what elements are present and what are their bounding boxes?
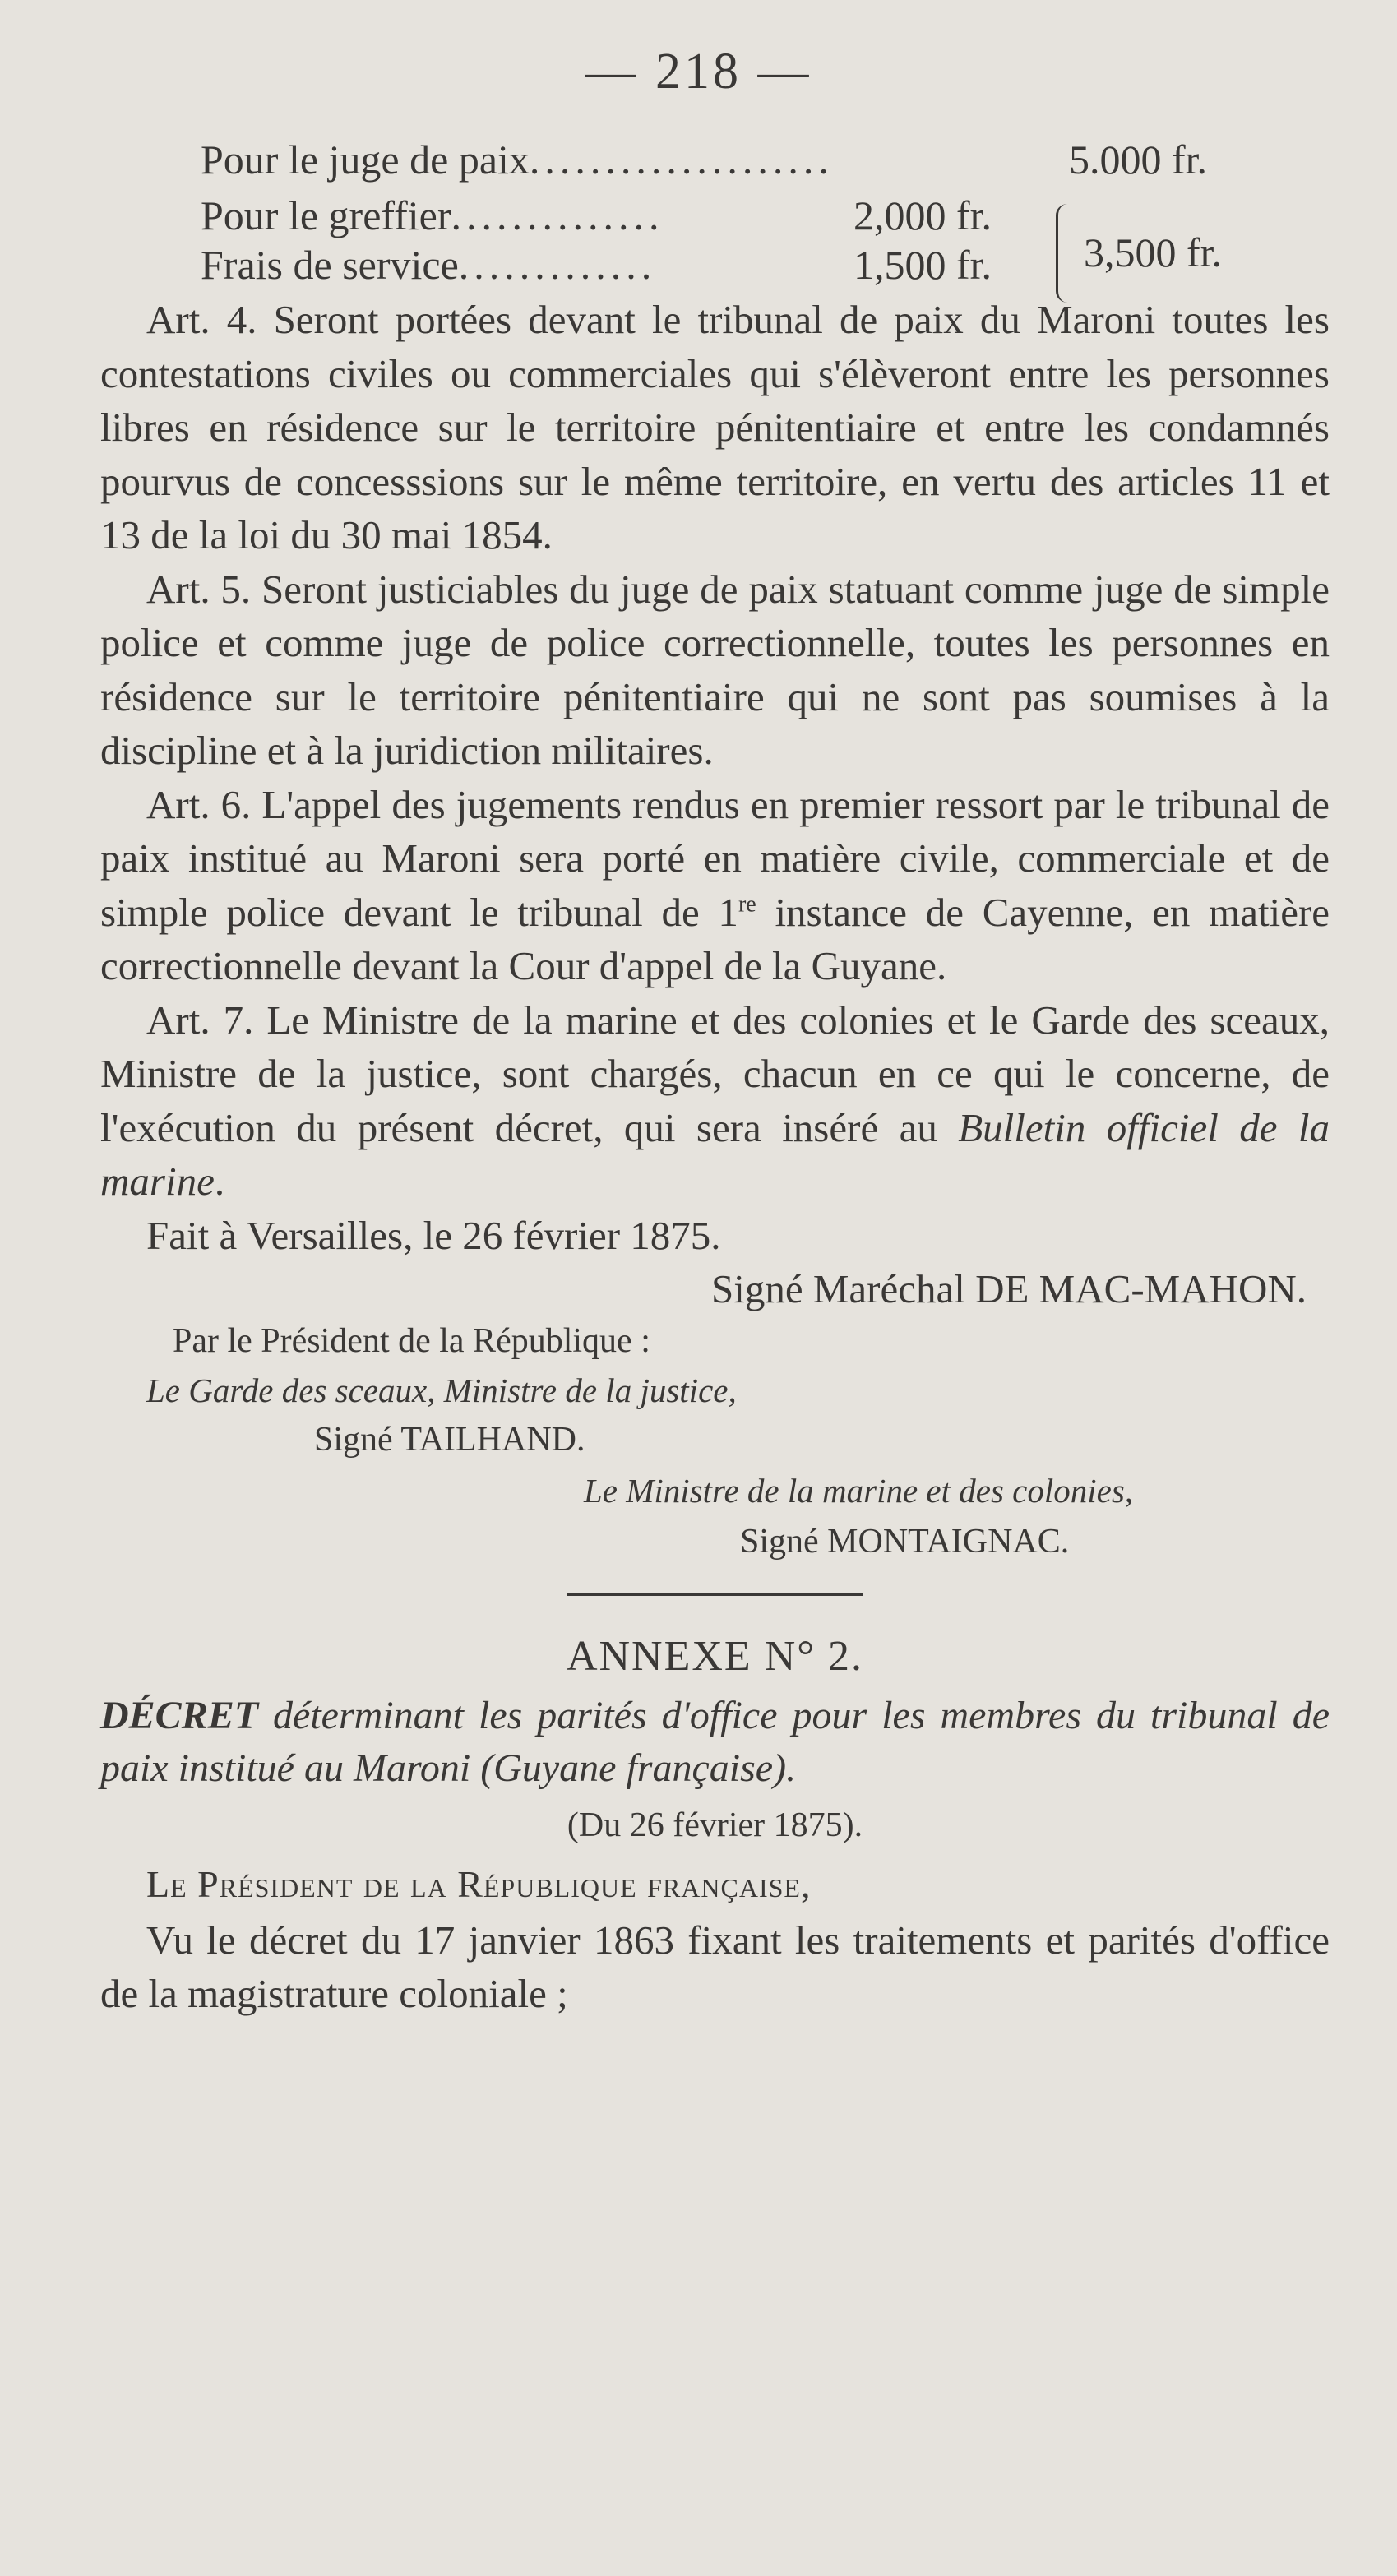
- article-7: [0, 993, 1397, 1209]
- leader-dots: ....................: [529, 136, 834, 183]
- salary-amount-frais: 1,500 fr.: [853, 242, 992, 288]
- article-7-text: Art. 7. Le Ministre de la marine et des colonies et le Garde des sceaux, Ministre de la justice, sont chargés, chacun en ce qui le concerne, de l'exécution du présent décret, qui sera inséré au: [100, 997, 1330, 1150]
- date-line: (Du 26 février 1875).: [567, 1806, 863, 1844]
- decret-rest: déterminant les parités d'office pour les membres du tribunal de paix institué au Maroni (Guyane française).: [100, 1693, 1330, 1790]
- brace: [1056, 204, 1080, 303]
- garde-des-sceaux: Le Garde des sceaux, Ministre de la justice,: [146, 1371, 737, 1409]
- salary-brace-total: 3,500 fr.: [1084, 229, 1223, 275]
- salary-amount-greffier: 2,000 fr.: [853, 192, 992, 238]
- article-4: Art. 4. Seront portées devant le tribunal de paix du Maroni toutes les contestations civiles ou commerciales qui s'élèveront entre les personnes libres en résidence sur le territoire pénitentiaire et entre les condamnés pourvus de concesssions sur le même territoire, en vertu des articles 11 et 13 de la loi du 30 mai 1854.: [100, 297, 1330, 557]
- salary-amount-juge: 5.000 fr.: [1069, 136, 1208, 183]
- decret-title: [0, 1690, 1397, 1795]
- salary-label: Frais de service: [201, 242, 459, 288]
- salary-label: Pour le juge de paix: [201, 136, 530, 183]
- decret-lead: DÉCRET: [100, 1693, 259, 1737]
- salary-row-greffier: [201, 191, 664, 240]
- signature-tailhand: Signé TAILHAND.: [314, 1420, 585, 1459]
- article-6: [0, 778, 1397, 993]
- annexe-title: ANNEXE N° 2.: [566, 1632, 864, 1680]
- separator-rule: [567, 1593, 863, 1596]
- article-6-text-end: instance de Cayenne, en matière correctionnelle devant la Cour d'appel de la Guyane.: [100, 889, 1330, 988]
- page-number: — 218 —: [585, 44, 812, 99]
- article-5: Art. 5. Seront justiciables du juge de paix statuant comme juge de simple police et comme juge de police correctionnelle, toutes les personnes en résidence sur le territoire pénitentiaire qui ne sont pas soumises à la discipline et à la juridiction militaires.: [100, 566, 1330, 773]
- leader-dots: ..............: [451, 192, 664, 238]
- signature-president: Signé Maréchal DE MAC-MAHON.: [711, 1266, 1307, 1311]
- president-heading: Le Président de la République française,: [146, 1862, 812, 1905]
- ministre-marine: Le Ministre de la marine et des colonies,: [584, 1471, 1134, 1510]
- superscript: re: [738, 891, 756, 918]
- bulletin-title: Bulletin officiel de la marine: [100, 1104, 1330, 1204]
- article-6-text: Art. 6. L'appel des jugements rendus en premier ressort par le tribunal de paix institué au Maroni sera porté en matière civile, commerciale et de simple police devant le tribunal de 1: [100, 781, 1330, 935]
- salary-row-juge: [201, 135, 834, 184]
- salary-row-frais: [201, 240, 656, 289]
- signature-montaignac: Signé MONTAIGNAC.: [740, 1522, 1070, 1561]
- fait-a-versailles: Fait à Versailles, le 26 février 1875.: [146, 1212, 721, 1258]
- document-body: [0, 293, 1397, 2021]
- separator-rule-area: [0, 1566, 1397, 1624]
- article-7-text-end: .: [214, 1159, 225, 1204]
- leader-dots: .............: [458, 242, 657, 288]
- vu-paragraph: Vu le décret du 17 janvier 1863 fixant les traitements et parités d'office de la magistrature coloniale ;: [100, 1917, 1330, 2016]
- salary-label: Pour le greffier: [201, 192, 451, 238]
- par-le-president: Par le Président de la République :: [173, 1321, 650, 1360]
